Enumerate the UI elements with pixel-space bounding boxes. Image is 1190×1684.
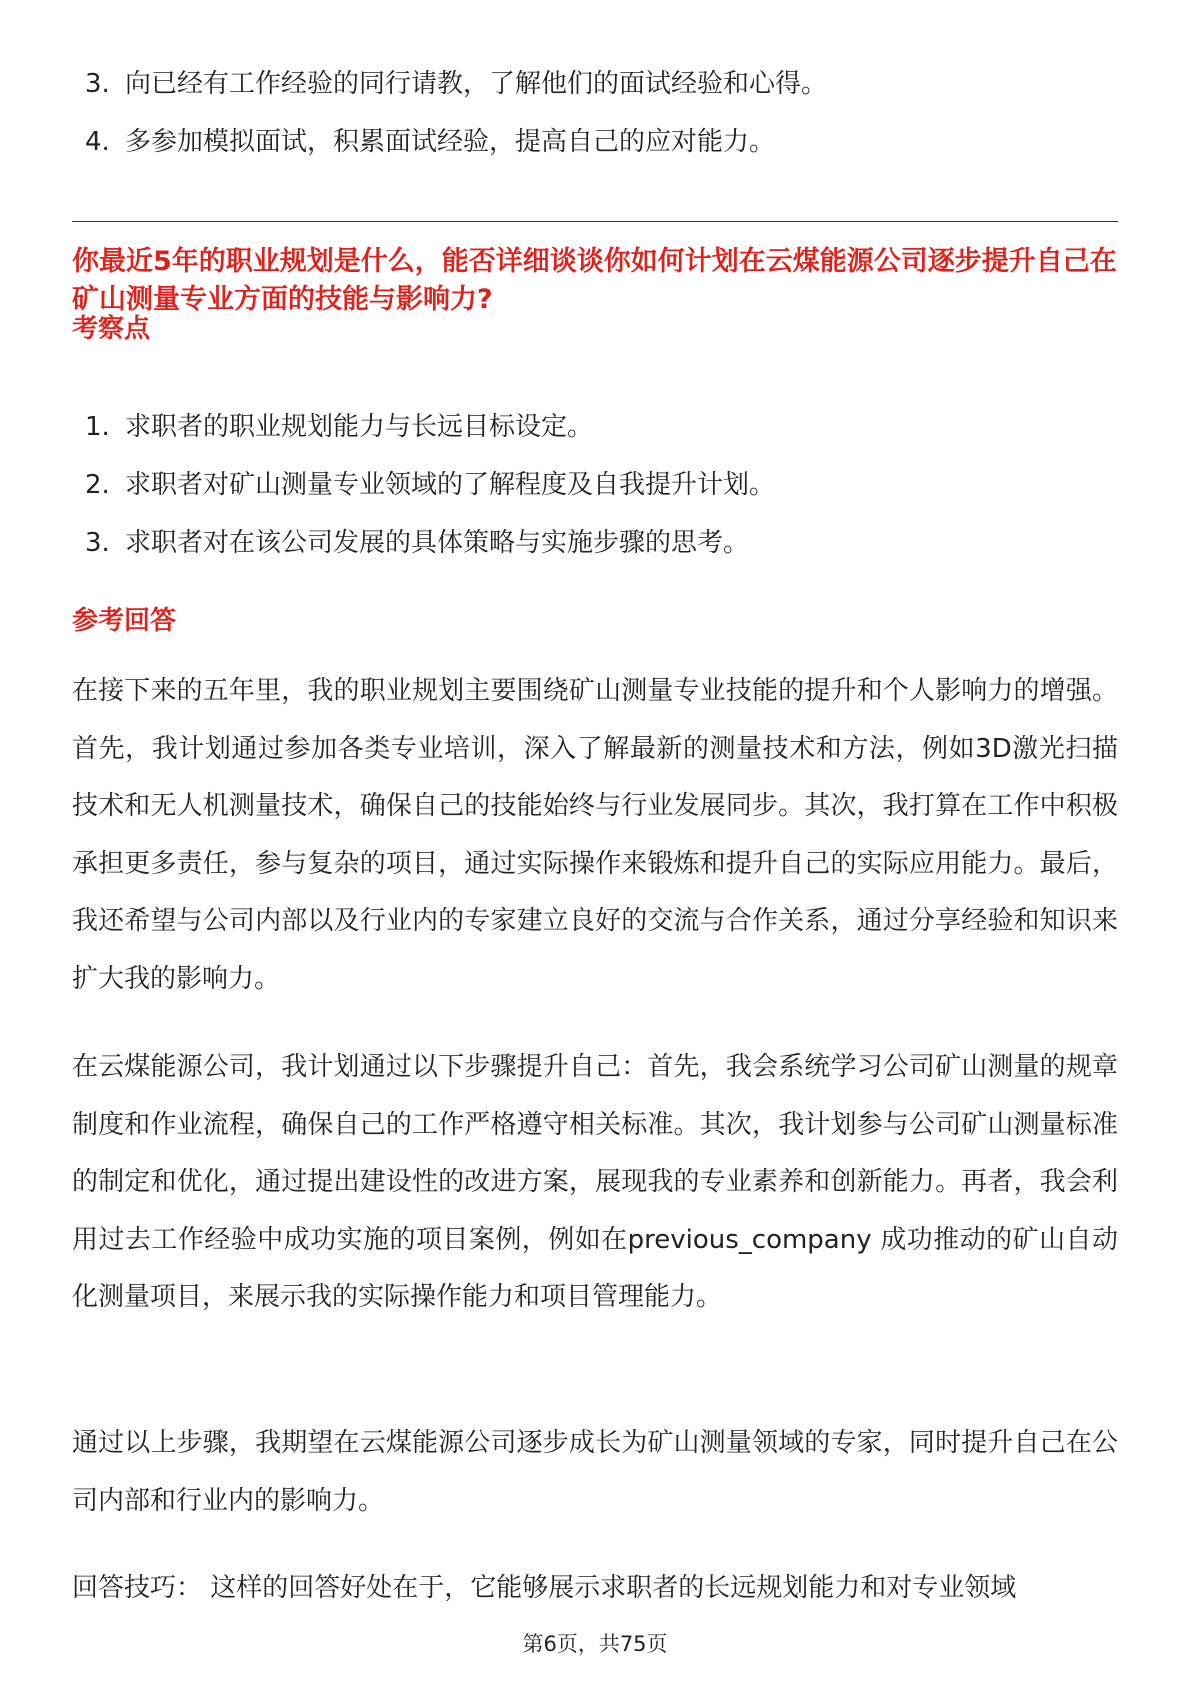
- list-item-number: 4.: [85, 127, 110, 157]
- points-heading: 考察点: [72, 314, 151, 344]
- list-item-text: 求职者的职业规划能力与长远目标设定。: [125, 412, 594, 442]
- answer-paragraph: 在云煤能源公司，我计划通过以下步骤提升自己：首先，我会系统学习公司矿山测量的规章制度和作业流程，确保自己的工作严格遵守相关标准。其次，我计划参与公司矿山测量标准的制定和优化，通过提出建设性的改进方案，展现我的专业素养和创新能力。再者，我会利用过去工作经验中成功实施的项目案例，例如在previous_company 成功推动的矿山自动化测量项目，来展示我的实际操作能力和项目管理能力。: [72, 1052, 1118, 1312]
- page-number: 第6页，共75页: [522, 1632, 668, 1656]
- answer-tip-paragraph: 回答技巧： 这样的回答好处在于，它能够展示求职者的长远规划能力和对专业领域: [72, 1573, 1017, 1603]
- list-item-number: 3.: [85, 69, 110, 99]
- list-item-number: 1.: [85, 412, 110, 442]
- list-item-text: 向已经有工作经验的同行请教，了解他们的面试经验和心得。: [125, 69, 828, 99]
- list-item-text: 多参加模拟面试，积累面试经验，提高自己的应对能力。: [125, 127, 776, 157]
- list-item: [72, 407, 775, 447]
- answer-heading: 参考回答: [72, 606, 177, 636]
- answer-paragraph: 通过以上步骤，我期望在云煤能源公司逐步成长为矿山测量领域的专家，同时提升自己在公司内部和行业内的影响力。: [72, 1428, 1118, 1516]
- list-item-text: 求职者对在该公司发展的具体策略与实施步骤的思考。: [125, 528, 750, 558]
- previous-tips-list: [72, 64, 827, 180]
- list-item: [72, 64, 827, 104]
- list-item: [72, 122, 827, 162]
- answer-paragraph: 在接下来的五年里，我的职业规划主要围绕矿山测量专业技能的提升和个人影响力的增强。首先，我计划通过参加各类专业培训，深入了解最新的测量技术和方法，例如3D激光扫描技术和无人机测量技术，确保自己的技能始终与行业发展同步。其次，我打算在工作中积极承担更多责任，参与复杂的项目，通过实际操作来锻炼和提升自己的实际应用能力。最后，我还希望与公司内部以及行业内的专家建立良好的交流与合作关系，通过分享经验和知识来扩大我的影响力。: [72, 676, 1118, 994]
- list-item-number: 2.: [85, 470, 110, 500]
- assessment-points-list: [72, 407, 775, 581]
- list-item: [72, 465, 775, 505]
- interview-question: 你最近5年的职业规划是什么，能否详细谈谈你如何计划在云煤能源公司逐步提升自己在矿山测量专业方面的技能与影响力?: [72, 246, 1117, 315]
- list-item-text: 求职者对矿山测量专业领域的了解程度及自我提升计划。: [125, 470, 776, 500]
- section-divider: [72, 221, 1118, 222]
- list-item: [72, 523, 775, 563]
- list-item-number: 3.: [85, 528, 110, 558]
- document-page: [72, 0, 1118, 1684]
